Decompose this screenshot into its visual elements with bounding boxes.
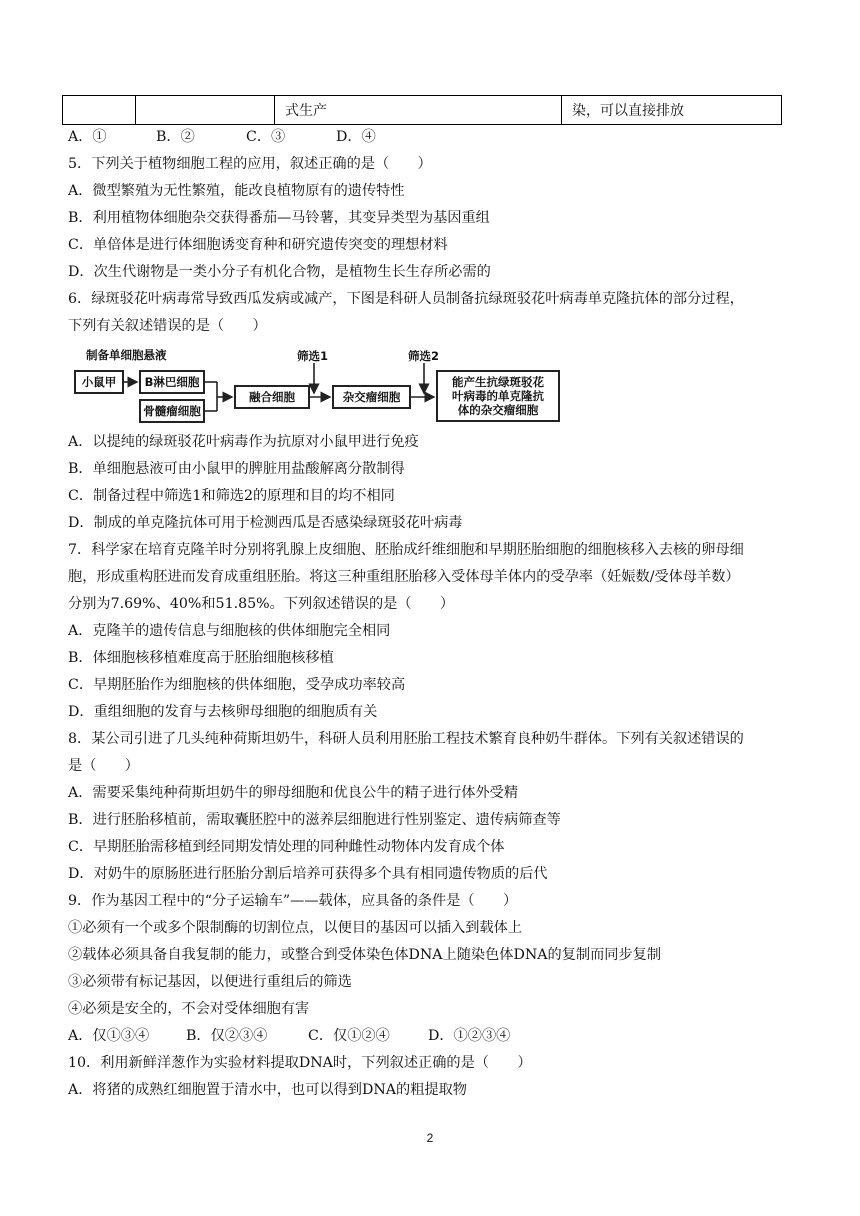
q7-stem-line3: 分别为7.69%、40%和51.85%。下列叙述错误的是（ ） [68,596,455,612]
mouse-box: 小鼠甲 [74,370,124,394]
final-line2: 叶病毒的单克隆抗 [452,389,544,403]
q6-option-d: D．制成的单克隆抗体可用于检测西瓜是否感染绿斑驳花叶病毒 [68,515,463,531]
q5-option-a: A．微型繁殖为无性繁殖，能改良植物原有的遗传特性 [68,183,405,199]
q7-option-a: A．克隆羊的遗传信息与细胞核的供体细胞完全相同 [68,623,391,639]
q10-option-a: A．将猪的成熟红细胞置于清水中，也可以得到DNA的粗提取物 [68,1082,467,1098]
screen1-label: 筛选1 [297,349,329,363]
q8-option-a: A．需要采集纯种荷斯坦奶牛的卵母细胞和优良公牛的精子进行体外受精 [68,785,519,801]
q8-option-c: C．早期胚胎需移植到经同期发情处理的同种雌性动物体内发育成个体 [68,839,505,855]
q9-stem: 9．作为基因工程中的“分子运输车”——载体，应具备的条件是（ ） [68,893,518,909]
option-d: D．①②③④ [428,1028,511,1044]
q5-option-c: C．单倍体是进行体细胞诱变育种和研究遗传突变的理想材料 [68,237,448,253]
option-a: A．仅①③④ [68,1028,150,1044]
final-line3: 体的杂交瘤细胞 [457,403,539,417]
continuation-table [62,95,782,125]
q6-option-c: C．制备过程中筛选1和筛选2的原理和目的均不相同 [68,488,395,504]
fused-cell-box: 融合细胞 [234,385,310,409]
b-cell-box: B淋巴细胞 [139,370,205,394]
q7-option-c: C．早期胚胎作为细胞核的供体细胞，受孕成功率较高 [68,677,406,693]
q7-option-d: D．重组细胞的发育与去核卵母细胞的细胞质有关 [68,704,378,720]
page-number: 2 [426,1131,434,1145]
q6-stem-line1: 6．绿斑驳花叶病毒常导致西瓜发病或减产，下图是科研人员制备抗绿斑驳花叶病毒单克隆抗体的部分过程， [68,291,744,307]
option-c: C．仅①②④ [308,1028,390,1044]
q9-statement-3: ③必须带有标记基因，以便进行重组后的筛选 [68,974,352,990]
q5-option-b: B．利用植物体细胞杂交获得番茄—马铃薯，其变异类型为基因重组 [68,210,490,226]
q10-stem: 10．利用新鲜洋葱作为实验材料提取DNA时，下列叙述正确的是（ ） [68,1055,532,1071]
q7-option-b: B．体细胞核移植难度高于胚胎细胞核移植 [68,650,334,666]
hybridoma-flowchart [62,345,622,425]
final-line1: 能产生抗绿斑驳花 [452,375,544,389]
q6-option-b: B．单细胞悬液可由小鼠甲的脾脏用盐酸解离分散制得 [68,461,405,477]
q8-option-b: B．进行胚胎移植前，需取囊胚腔中的滋养层细胞进行性别鉴定、遗传病筛查等 [68,812,561,828]
q9-statement-1: ①必须有一个或多个限制酶的切割位点，以便目的基因可以插入到载体上 [68,920,523,936]
q4-options [68,127,376,147]
screen2-label: 筛选2 [408,349,440,363]
q5-stem: 5．下列关于植物细胞工程的应用，叙述正确的是（ ） [68,156,432,172]
option-b: B．② [156,129,195,145]
hybridoma-box: 杂交瘤细胞 [332,385,411,409]
q5-option-d: D．次生代谢物是一类小分子有机化合物，是植物生长生存所必需的 [68,264,491,280]
q7-stem-line1: 7．科学家在培育克隆羊时分别将乳腺上皮细胞、胚胎成纤维细胞和早期胚胎细胞的细胞核移入去核的卵母细 [68,542,744,558]
q6-option-a: A．以提纯的绿斑驳花叶病毒作为抗原对小鼠甲进行免疫 [68,434,419,450]
option-a: A．① [68,129,107,145]
option-b: B．仅②③④ [186,1028,268,1044]
table-row [63,96,782,125]
q8-stem-line1: 8．某公司引进了几头纯种荷斯坦奶牛，科研人员利用胚胎工程技术繁育良种奶牛群体。下列有关叙述错误的 [68,731,744,747]
q9-statement-2: ②载体必须具备自我复制的能力，或整合到受体染色体DNA上随染色体DNA的复制而同步复制 [68,947,662,963]
table-cell [63,96,136,125]
q8-option-d: D．对奶牛的原肠胚进行胚胎分割后培养可获得多个具有相同遗传物质的后代 [68,866,548,882]
option-d: D．④ [336,129,376,145]
myeloma-box: 骨髓瘤细胞 [139,399,205,423]
q9-statement-4: ④必须是安全的，不会对受体细胞有害 [68,1001,310,1017]
q9-options [68,1026,510,1046]
q7-stem-line2: 胞，形成重构胚进而发育成重组胚胎。将这三种重组胚胎移入受体母羊体内的受孕率（妊娠数/受体母羊数） [68,569,740,585]
final-hybridoma-box [436,370,560,422]
table-cell [136,96,275,125]
table-cell: 染，可以直接排放 [562,96,782,125]
q6-stem-line2: 下列有关叙述错误的是（ ） [68,318,267,334]
table-cell: 式生产 [275,96,562,125]
option-c: C．③ [246,129,286,145]
prep-label: 制备单细胞悬液 [86,348,167,362]
q8-stem-line2: 是（ ） [68,758,139,774]
